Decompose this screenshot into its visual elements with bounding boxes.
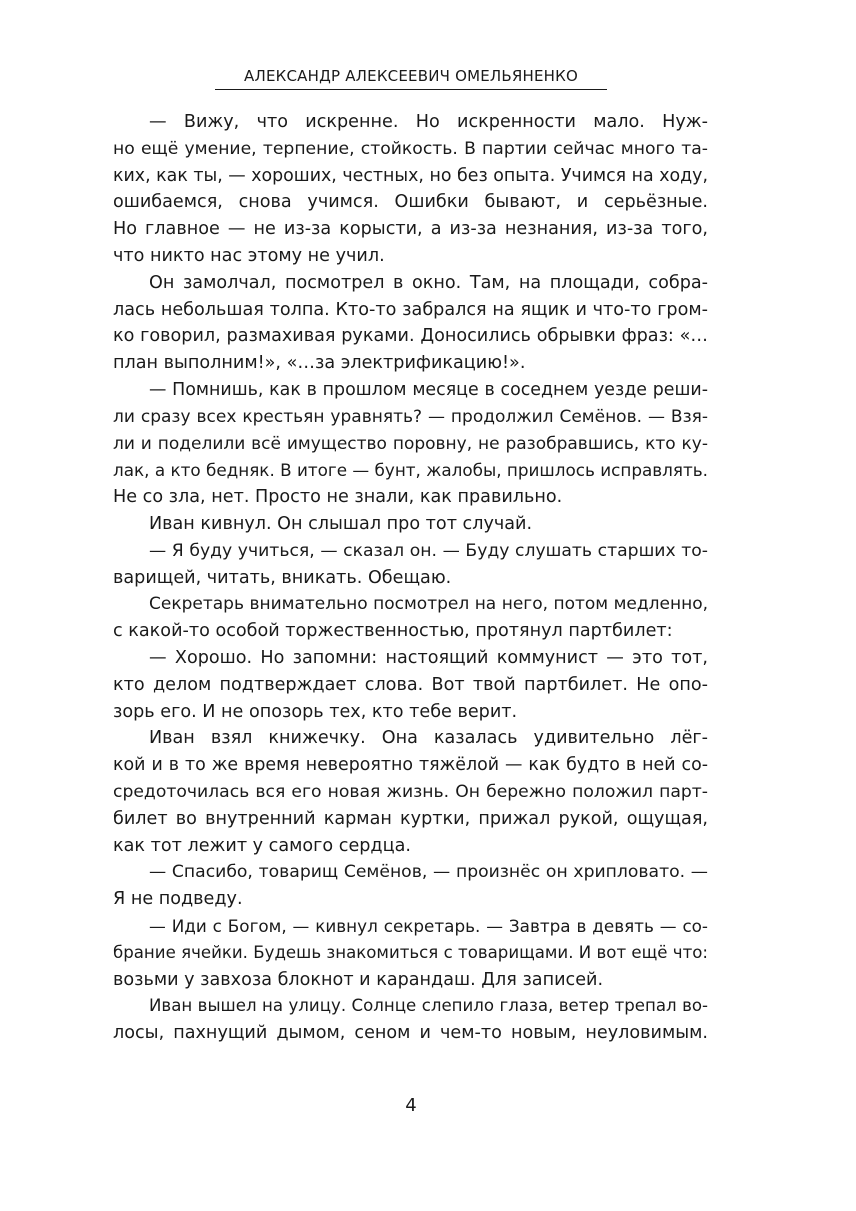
paragraph [113,591,708,645]
text-line: ли сразу всех крестьян уравнять? — продолжил Семёнов. — Взя- [113,406,708,427]
paragraph [113,993,708,1047]
paragraph [113,645,708,725]
text-line: — Иди с Богом, — кивнул секретарь. — Завтра в девять — со- [149,915,708,936]
text-line: Иван вышел на улицу. Солнце слепило глаза, ветер трепал во- [149,996,708,1016]
header-rule [215,89,607,90]
text-line: как тот лежит у самого сердца. [113,835,411,856]
text-line: Он замолчал, посмотрел в окно. Там, на площади, собра- [149,272,708,293]
text-line: билет во внутренний карман куртки, прижал рукой, ощущая, [113,808,708,829]
text-line: Иван взял книжечку. Она казалась удивительно лёг- [149,728,708,749]
text-line: Но главное — не из-за корысти, а из-за незнания, из-за того, [113,219,708,240]
text-line: брание ячейки. Будешь знакомиться с товарищами. И вот ещё что: [113,942,708,962]
text-line: Секретарь внимательно посмотрел на него, потом медленно, [149,594,708,615]
text-line: план выполним!», «…за электрификацию!». [113,353,526,374]
text-line: кой и в то же время невероятно тяжёлой — как будто в ней со- [113,755,708,776]
text-line: Иван кивнул. Он слышал про тот случай. [149,513,533,534]
text-line: Я не подведу. [113,889,243,910]
text-line: — Хорошо. Но запомни: настоящий коммунист — это тот, [149,647,708,668]
text-line: что никто нас этому не учил. [113,245,385,266]
text-line: — Помнишь, как в прошлом месяце в соседнем уезде реши- [149,379,708,400]
text-line: зорь его. И не опозорь тех, кто тебе верит. [113,701,518,722]
text-line: кто делом подтверждает слова. Вот твой партбилет. Не опо- [113,674,708,695]
paragraph [113,859,708,913]
paragraph [113,270,708,377]
text-line: возьми у завхоза блокнот и карандаш. Для записей. [113,969,604,990]
body-text [113,109,708,1047]
text-line: ких, как ты, — хороших, честных, но без опыта. Учимся на ходу, [113,165,708,186]
paragraph [113,511,708,538]
paragraph [113,538,708,592]
paragraph [113,913,708,993]
text-line: Не со зла, нет. Просто не знали, как правильно. [113,487,563,508]
text-line: ошибаемся, снова учимся. Ошибки бывают, и серьёзные. [113,192,708,213]
text-line: — Вижу, что искренне. Но искренности мало. Нуж- [149,112,708,132]
text-line: варищей, читать, вникать. Обещаю. [113,567,452,588]
text-line: средоточилась вся его новая жизнь. Он бережно положил парт- [113,781,708,802]
text-line: но ещё умение, терпение, стойкость. В партии сейчас много та- [113,138,708,159]
text-line: с какой-то особой торжественностью, протянул партбилет: [113,621,673,642]
paragraph [113,109,708,270]
text-line: лась небольшая толпа. Кто-то забрался на ящик и что-то гром- [113,299,708,320]
text-line: — Я буду учиться, — сказал он. — Буду слушать старших то- [149,540,708,561]
text-line: ли и поделили всё имущество поровну, не разобравшись, кто ку- [113,433,708,454]
text-line: лак, а кто бедняк. В итоге — бунт, жалобы, пришлось исправлять. [113,460,708,481]
paragraph [113,725,708,859]
text-line: лосы, пахнущий дымом, сеном и чем-то новым, неуловимым. [113,1023,708,1044]
text-line: ко говорил, размахивая руками. Доносились обрывки фраз: «… [113,326,708,347]
page-number: 4 [405,1095,417,1116]
running-head-author: АЛЕКСАНДР АЛЕКСЕЕВИЧ ОМЕЛЬЯНЕНКО [244,67,578,85]
text-line: — Спасибо, товарищ Семёнов, — произнёс он хрипловато. — [149,862,708,883]
paragraph [113,377,708,511]
